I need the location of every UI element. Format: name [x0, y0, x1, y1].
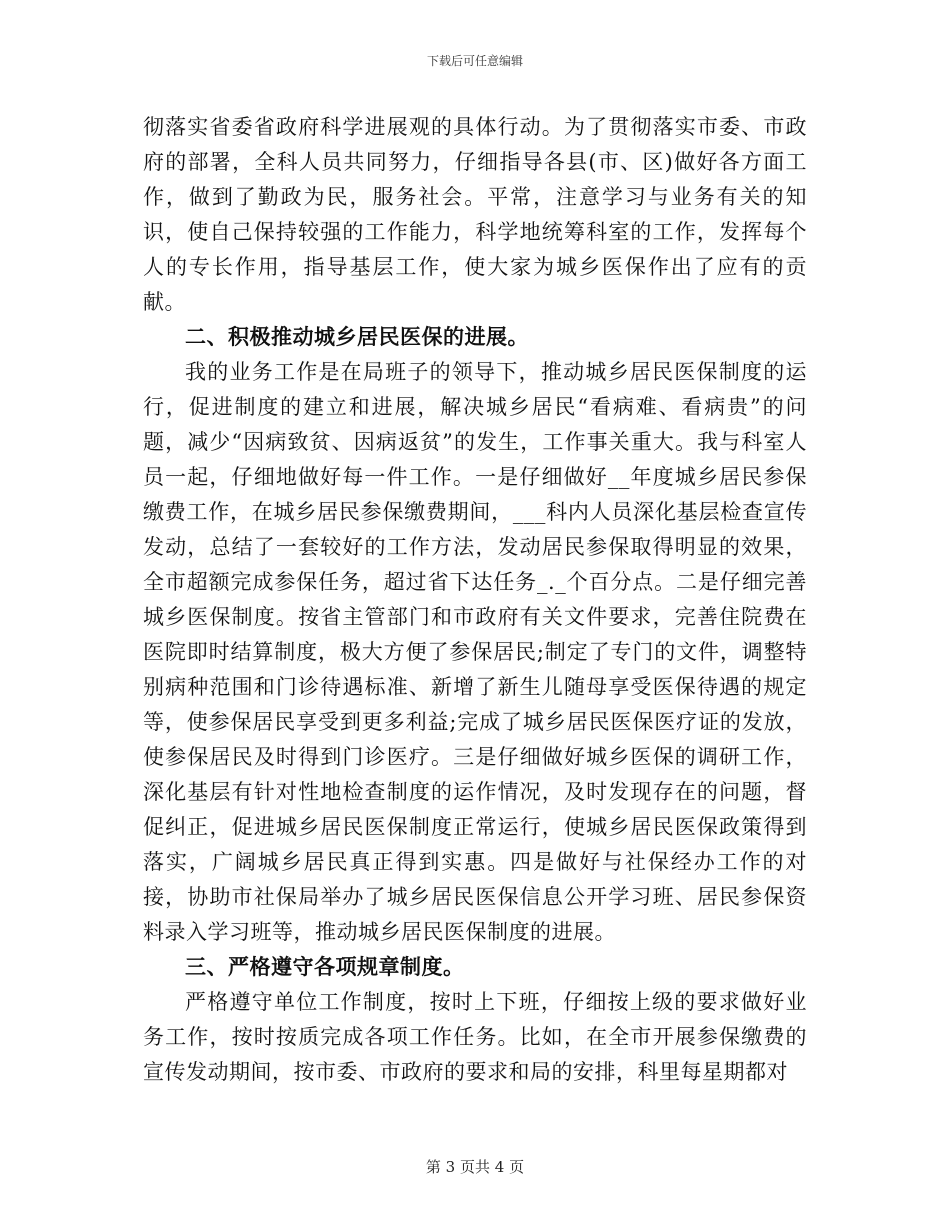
body-paragraph: 严格遵守单位工作制度，按时上下班，仔细按上级的要求做好业务工作，按时按质完成各项工作任务。比如，在全市开展参保缴费的宣传发动期间，按市委、市政府的要求和局的安排，科里每星期都对	[143, 990, 807, 1084]
section-heading: 三、严格遵守各项规章制度。	[185, 955, 465, 979]
section-heading: 二、积极推动城乡居民医保的进展。	[185, 325, 529, 349]
document-body	[143, 110, 807, 1090]
body-paragraph: 彻落实省委省政府科学进展观的具体行动。为了贯彻落实市委、市政府的部署，全科人员共同努力，仔细指导各县(市、区)做好各方面工作，做到了勤政为民，服务社会。平常，注意学习与业务有关的知识，使自己保持较强的工作能力，科学地统筹科室的工作，发挥每个人的专长作用，指导基层工作，使大家为城乡医保作出了应有的贡献。	[143, 115, 807, 314]
page-footer: 第 3 页共 4 页	[425, 1158, 525, 1176]
body-paragraph: 我的业务工作是在局班子的领导下，推动城乡居民医保制度的运行，促进制度的建立和进展，解决城乡居民“看病难、看病贵”的问题，减少“因病致贫、因病返贫”的发生，工作事关重大。我与科室人员一起，仔细地做好每一件工作。一是仔细做好__年度城乡居民参保缴费工作，在城乡居民参保缴费期间，___科内人员深化基层检查宣传发动，总结了一套较好的工作方法，发动居民参保取得明显的效果，全市超额完成参保任务，超过省下达任务_._个百分点。二是仔细完善城乡医保制度。按省主管部门和市政府有关文件要求，完善住院费在医院即时结算制度，极大方便了参保居民;制定了专门的文件，调整特别病种范围和门诊待遇标准、新增了新生儿随母享受医保待遇的规定等，使参保居民享受到更多利益;完成了城乡居民医保医疗证的发放，使参保居民及时得到门诊医疗。三是仔细做好城乡医保的调研工作，深化基层有针对性地检查制度的运作情况，及时发现存在的问题，督促纠正，促进城乡居民医保制度正常运行，使城乡居民医保政策得到落实，广阔城乡居民真正得到实惠。四是做好与社保经办工作的对接，协助市社保局举办了城乡居民医保信息公开学习班、居民参保资料录入学习班等，推动城乡居民医保制度的进展。	[143, 360, 807, 944]
page-header: 下载后可任意编辑	[426, 54, 523, 68]
